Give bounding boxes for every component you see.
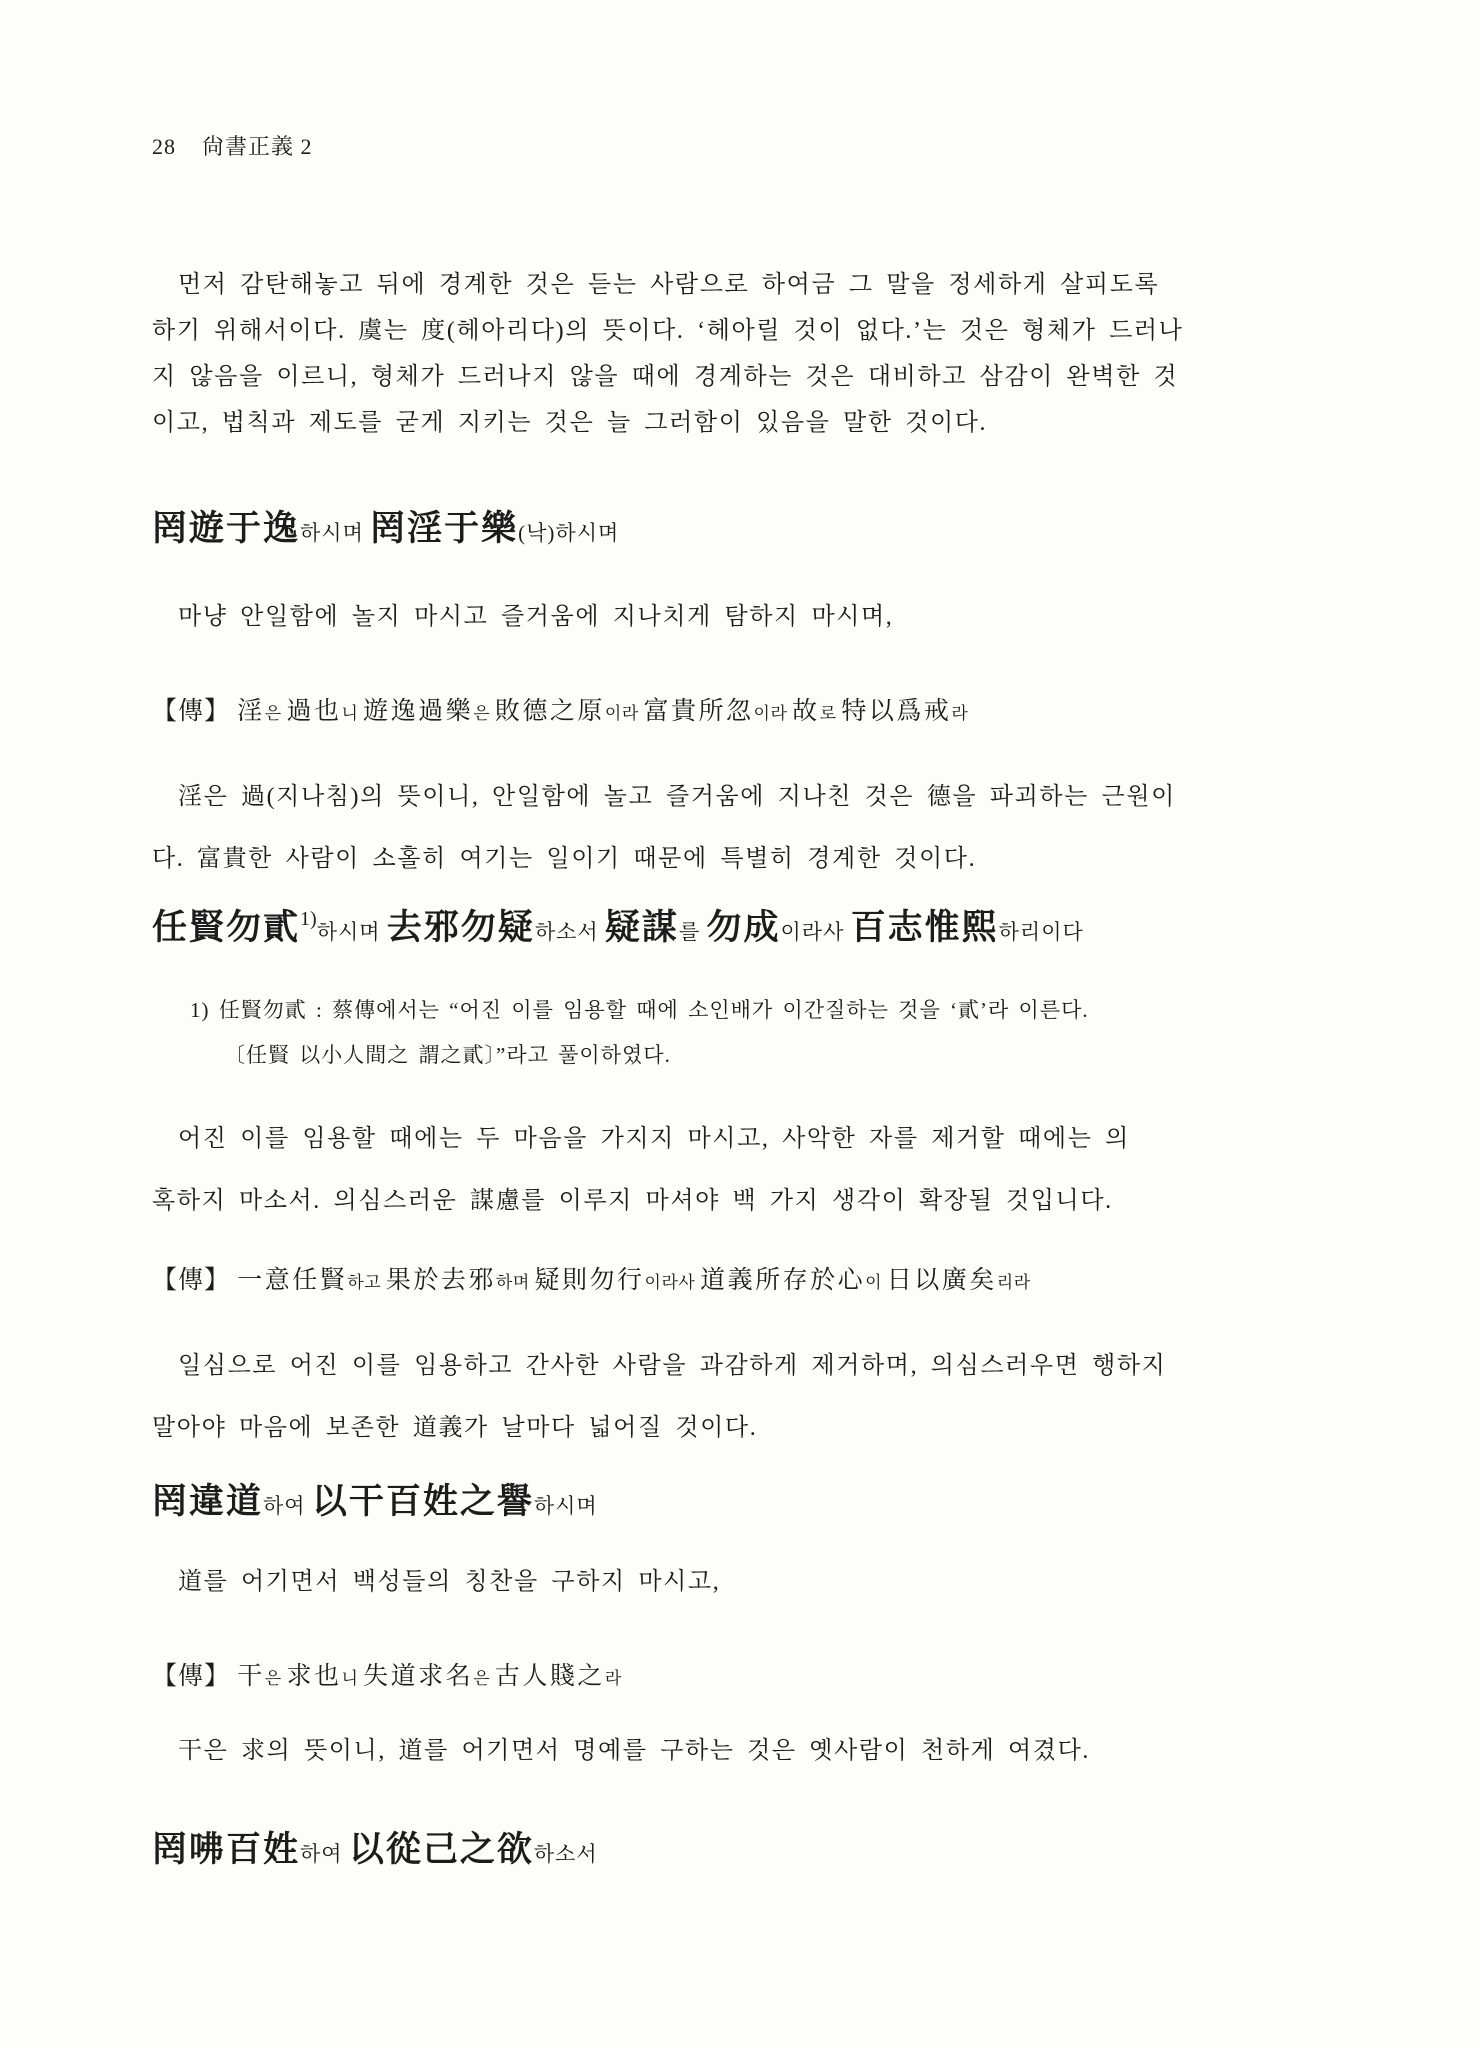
- text-segment: 以從己之欲: [348, 1830, 534, 1869]
- book-title: 尙書正義 2: [202, 134, 313, 159]
- text-segment: 이: [865, 1273, 887, 1292]
- text-segment: 이라사: [644, 1273, 701, 1292]
- text-segment: 【傳】: [152, 698, 238, 725]
- text-segment: 以干百姓之譽: [311, 1482, 534, 1521]
- text-segment: 이라: [753, 704, 793, 723]
- verse-translation-3: 道를 어기면서 백성들의 칭찬을 구하지 마시고,: [178, 1569, 721, 1595]
- text-segment: 罔違道: [152, 1482, 264, 1521]
- text-line: 일심으로 어진 이를 임용하고 간사한 사람을 과감하게 제거하며, 의심스러우면 행하지: [178, 1353, 1167, 1379]
- verse-heading-3: [152, 1477, 1332, 1534]
- text-segment: 敗德之原: [494, 698, 605, 725]
- text-segment: 이라사: [780, 920, 851, 944]
- text-segment: 하소서: [533, 1842, 598, 1866]
- jeon-translation-3: 干은 求의 뜻이니, 道를 어기면서 명예를 구하는 것은 옛사람이 천하게 여겼다.: [178, 1738, 1090, 1764]
- page-header: [152, 132, 1332, 162]
- text-line: 말아야 마음에 보존한 道義가 날마다 넓어질 것이다.: [152, 1415, 758, 1441]
- text-segment: 니: [341, 1669, 364, 1688]
- text-segment: 勿成: [706, 908, 781, 947]
- verse-translation-1: 마냥 안일함에 놀지 마시고 즐거움에 지나치게 탐하지 마시며,: [178, 604, 894, 630]
- text-segment: 特以爲戒: [841, 698, 952, 725]
- verse-translation-paragraph-2: [152, 1108, 1332, 1232]
- text-segment: 果於去邪: [385, 1267, 496, 1294]
- text-segment: 故: [792, 698, 820, 725]
- text-line: 다. 富貴한 사람이 소홀히 여기는 일이기 때문에 특별히 경계한 것이다.: [152, 846, 977, 872]
- text-segment: 하시며: [316, 920, 387, 944]
- text-line: 1) 任賢勿貳 : 蔡傳에서는 “어진 이를 임용할 때에 소인배가 이간질하는 것을 ‘貳’라 이른다.: [190, 998, 1089, 1022]
- text-segment: 道義所存於心: [700, 1267, 866, 1294]
- text-segment: 干: [237, 1663, 265, 1690]
- text-segment: 하소서: [534, 920, 605, 944]
- text-segment: 하리이다: [998, 920, 1084, 944]
- text-segment: 하여: [300, 1842, 349, 1866]
- text-segment: 1): [300, 908, 317, 930]
- text-line: 혹하지 마소서. 의심스러운 謀慮를 이루지 마셔야 백 가지 생각이 확장될 것입니다.: [152, 1188, 1113, 1214]
- footnote-1: [152, 988, 1332, 1078]
- text-segment: 니: [341, 704, 364, 723]
- text-segment: 任賢勿貳: [152, 908, 301, 947]
- text-segment: 하고: [347, 1273, 386, 1292]
- text-segment: 日以廣矣: [886, 1267, 997, 1294]
- text-segment: 하시며: [533, 1494, 598, 1518]
- text-segment: 去邪勿疑: [386, 908, 535, 947]
- text-segment: 리라: [996, 1273, 1031, 1292]
- text-segment: 은: [473, 704, 495, 723]
- jeon-translation-paragraph-2: [152, 1335, 1332, 1459]
- text-segment: 은: [264, 704, 287, 723]
- text-segment: 過也: [286, 698, 342, 725]
- text-line: 이고, 법칙과 제도를 굳게 지키는 것은 늘 그러함이 있음을 말한 것이다.: [152, 410, 988, 436]
- text-line: 〔任賢 以小人間之 謂之貳〕”라고 풀이하였다.: [224, 1043, 671, 1067]
- text-segment: 遊逸過樂: [363, 698, 474, 725]
- jeon-translation-paragraph-1: [152, 766, 1332, 890]
- text-segment: 하며: [495, 1273, 535, 1292]
- commentary-paragraph-1: [152, 262, 1332, 446]
- verse-heading-1: [152, 504, 1332, 561]
- text-segment: 古人賤之: [494, 1663, 605, 1690]
- text-segment: 로: [819, 704, 842, 723]
- text-segment: 疑謀: [604, 908, 679, 947]
- text-segment: 罔遊于逸: [152, 509, 301, 548]
- jeon-commentary-line-3: [152, 1658, 1332, 1699]
- verse-heading-2: [152, 894, 1084, 960]
- text-segment: 疑則勿行: [534, 1267, 645, 1294]
- text-line: 먼저 감탄해놓고 뒤에 경계한 것은 듣는 사람으로 하여금 그 말을 정세하게 살피도록: [178, 272, 1160, 298]
- page-number: 28: [152, 134, 176, 159]
- text-segment: 하여: [263, 1494, 312, 1518]
- text-segment: 富貴所忽: [643, 698, 754, 725]
- text-segment: 百志惟熙: [850, 908, 999, 947]
- text-segment: 【傳】: [152, 1267, 238, 1294]
- jeon-commentary-line-1: [152, 693, 1332, 734]
- text-segment: 이라: [604, 704, 644, 723]
- text-segment: 하시며: [300, 521, 371, 545]
- text-segment: 罔淫于樂: [370, 509, 519, 548]
- text-line: 지 않음을 이르니, 형체가 드러나지 않을 때에 경계하는 것은 대비하고 삼감이 완벽한 것: [152, 364, 1179, 390]
- text-segment: 失道求名: [363, 1663, 474, 1690]
- text-segment: 求也: [286, 1663, 342, 1690]
- text-segment: 罔咈百姓: [152, 1830, 301, 1869]
- text-segment: 를: [678, 920, 707, 944]
- text-segment: 【傳】: [152, 1663, 238, 1690]
- text-line: 淫은 過(지나침)의 뜻이니, 안일함에 놀고 즐거움에 지나친 것은 德을 파괴하는 근원이: [178, 784, 1176, 810]
- text-segment: 淫: [237, 698, 265, 725]
- jeon-commentary-line-2: [152, 1262, 1332, 1303]
- text-segment: 라: [604, 1669, 622, 1688]
- text-segment: 은: [264, 1669, 287, 1688]
- text-segment: 라: [951, 704, 969, 723]
- text-segment: 一意任賢: [237, 1267, 348, 1294]
- text-line: 하기 위해서이다. 虞는 度(헤아리다)의 뜻이다. ‘헤아릴 것이 없다.’는 것은 형체가 드러나: [152, 318, 1184, 344]
- verse-heading-4: [152, 1825, 1332, 1882]
- text-segment: 은: [473, 1669, 495, 1688]
- text-segment: (낙)하시며: [518, 521, 620, 545]
- text-line: 어진 이를 임용할 때에는 두 마음을 가지지 마시고, 사악한 자를 제거할 때에는 의: [178, 1126, 1130, 1152]
